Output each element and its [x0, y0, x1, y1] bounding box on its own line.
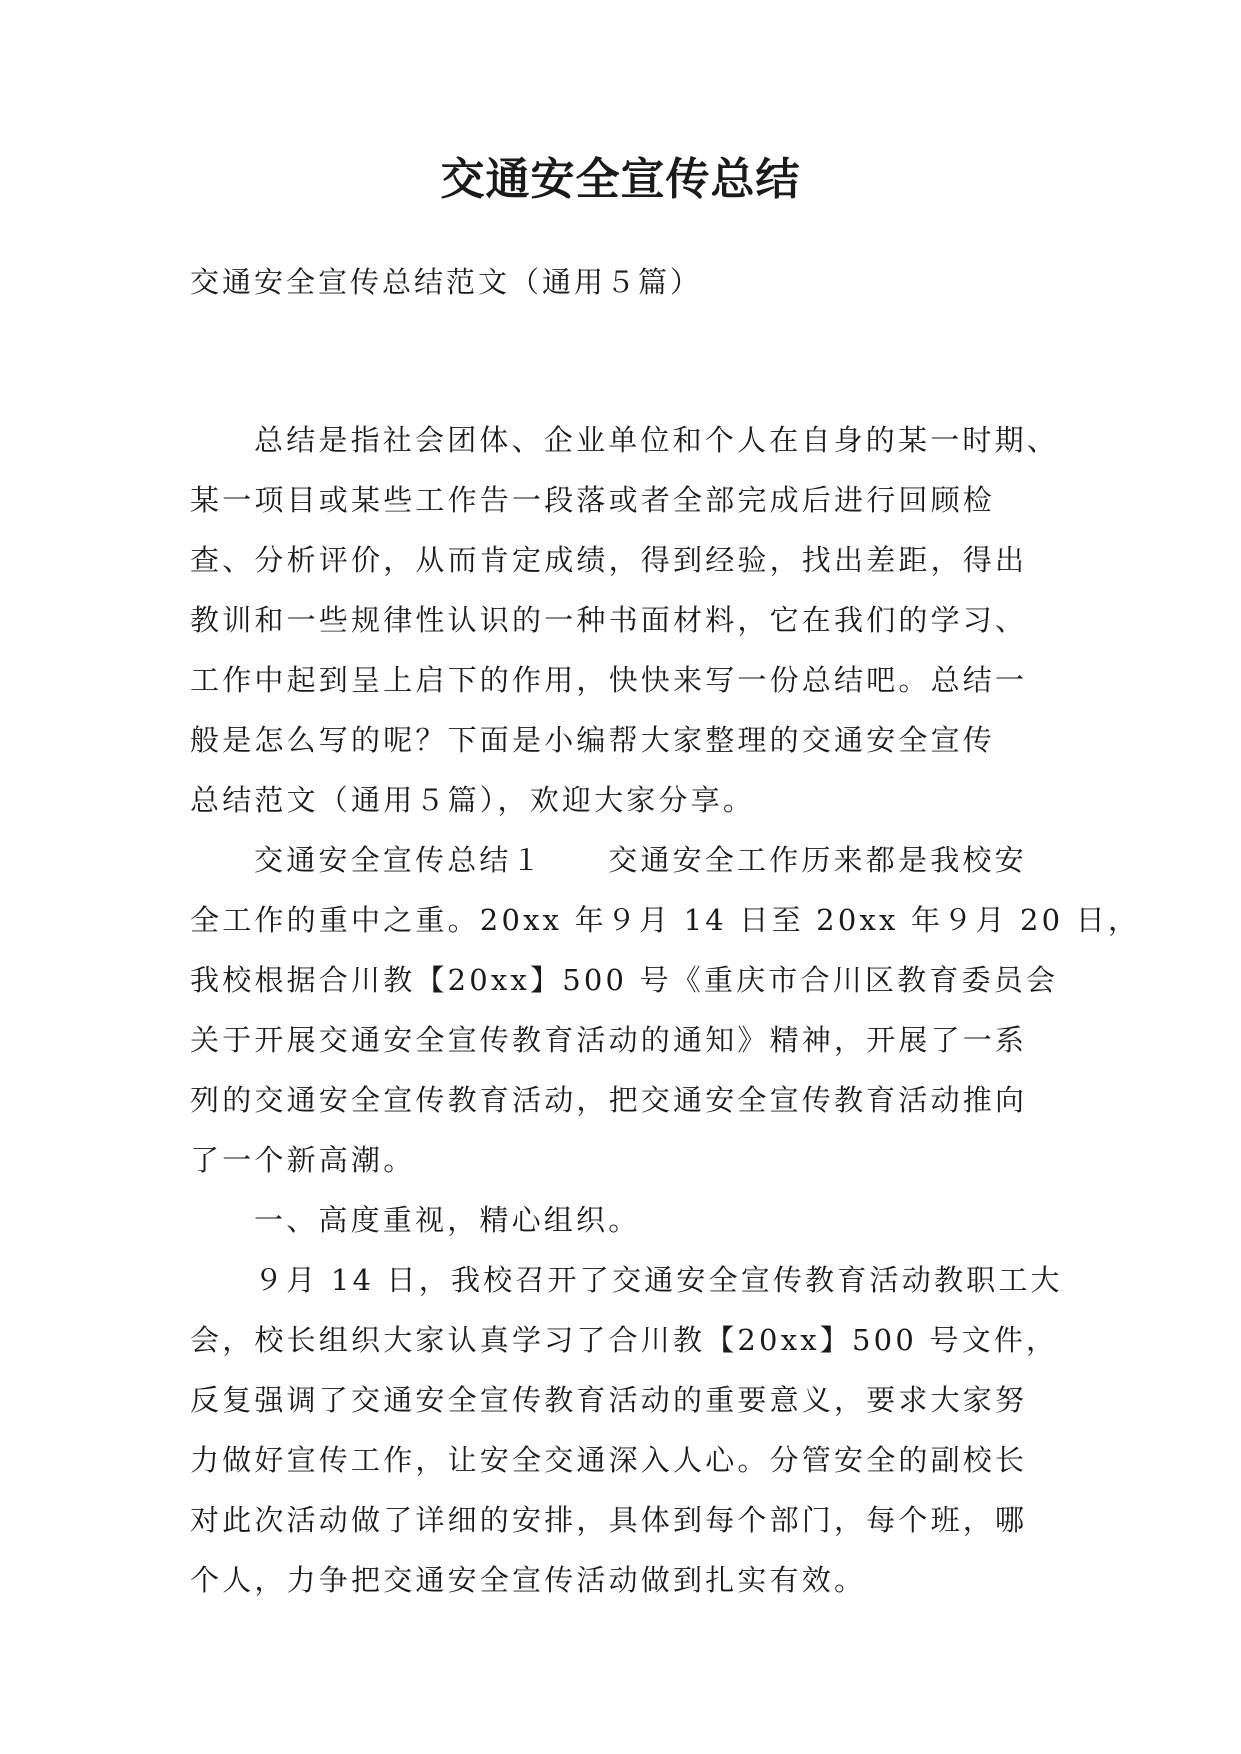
paragraph-line: 般是怎么写的呢？下面是小编帮大家整理的交通安全宣传 — [190, 723, 996, 757]
document-body — [190, 410, 1141, 1610]
paragraph-line: 会，校长组织大家认真学习了合川教【20xx】500 号文件， — [190, 1323, 1059, 1357]
paragraph-line: 了一个新高潮。 — [190, 1143, 416, 1177]
paragraph-line: 全工作的重中之重。20xx 年９月 14 日至 20xx 年９月 20 日， — [190, 903, 1141, 937]
paragraph-line: 关于开展交通安全宣传教育活动的通知》精神，开展了一系 — [190, 1023, 1028, 1057]
paragraph-line: 力做好宣传工作，让安全交通深入人心。分管安全的副校长 — [190, 1443, 1028, 1477]
paragraph-line: 我校根据合川教【20xx】500 号《重庆市合川区教育委员会 — [190, 963, 1059, 997]
paragraph-line: 教训和一些规律性认识的一种书面材料，它在我们的学习、 — [190, 603, 1028, 637]
section-heading: 一、高度重视，精心组织。 — [254, 1203, 641, 1237]
paragraph-line: 某一项目或某些工作告一段落或者全部完成后进行回顾检 — [190, 483, 996, 517]
paragraph-line: 总结范文（通用５篇），欢迎大家分享。 — [190, 783, 756, 817]
document-title: 交通安全宣传总结 — [440, 154, 801, 205]
paragraph-line: 交通安全宣传总结１ 交通安全工作历来都是我校安 — [254, 843, 1027, 877]
paragraph-line: 个人，力争把交通安全宣传活动做到扎实有效。 — [190, 1563, 867, 1597]
paragraph-line: 总结是指社会团体、企业单位和个人在自身的某一时期、 — [254, 423, 1060, 457]
paragraph-line: 工作中起到呈上启下的作用，快快来写一份总结吧。总结一 — [190, 663, 1028, 697]
document-subtitle: 交通安全宣传总结范文（通用５篇） — [190, 265, 703, 299]
paragraph-line: 反复强调了交通安全宣传教育活动的重要意义，要求大家努 — [190, 1383, 1028, 1417]
paragraph-line: 列的交通安全宣传教育活动，把交通安全宣传教育活动推向 — [190, 1083, 1028, 1117]
paragraph-line: ９月 14 日，我校召开了交通安全宣传教育活动教职工大 — [254, 1263, 1063, 1297]
paragraph-line: 对此次活动做了详细的安排，具体到每个部门，每个班，哪 — [190, 1503, 1028, 1537]
paragraph-line: 查、分析评价，从而肯定成绩，得到经验，找出差距，得出 — [190, 543, 1028, 577]
